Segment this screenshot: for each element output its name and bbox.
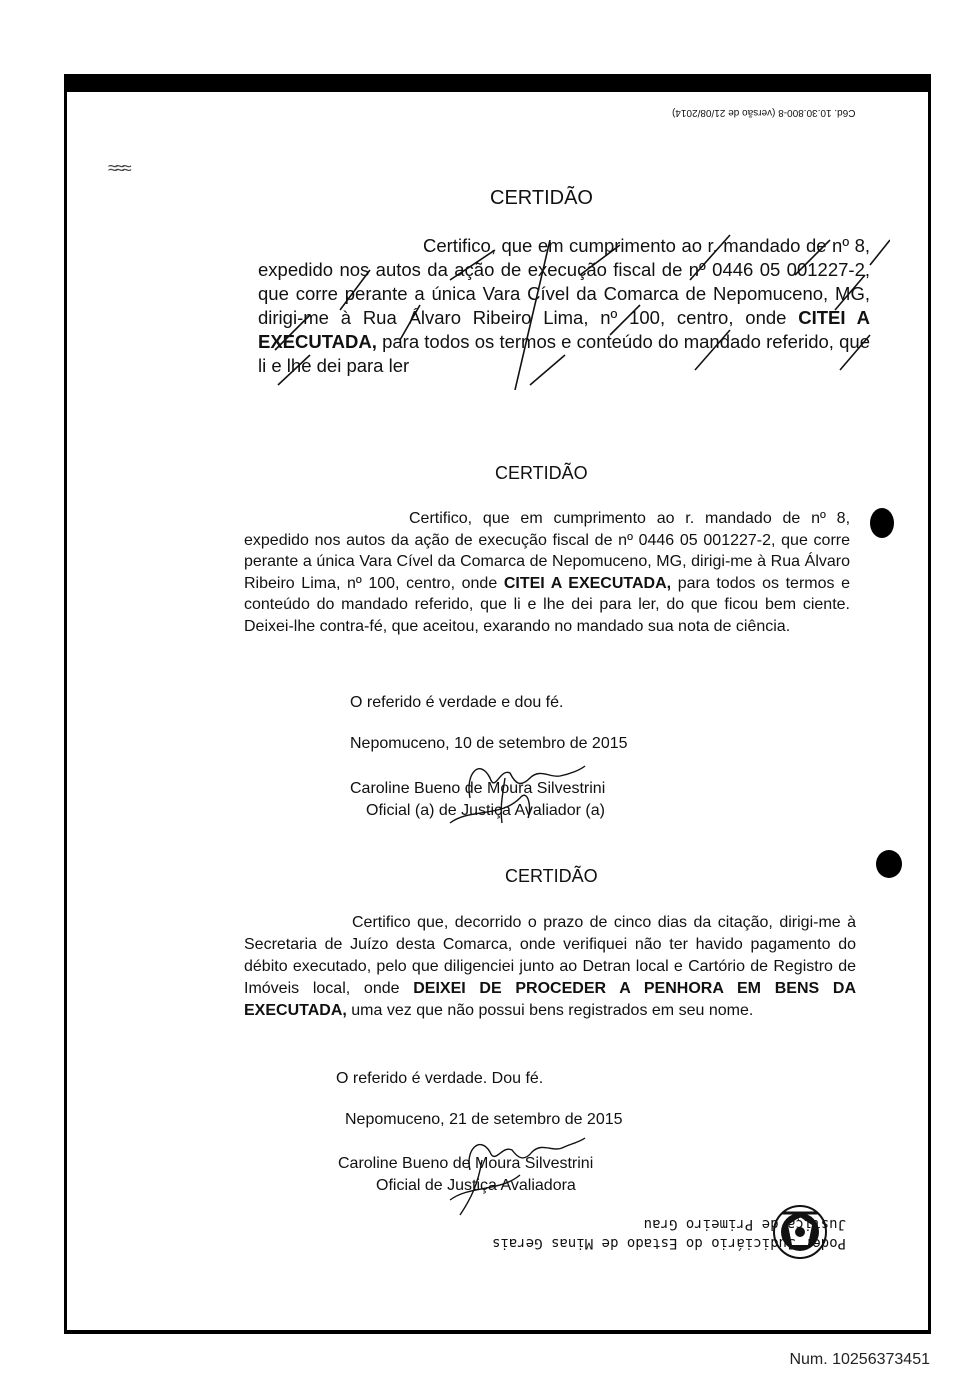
certidao-2-closing: O referido é verdade e dou fé.	[350, 694, 564, 711]
certidao-3-title: CERTIDÃO	[505, 866, 598, 886]
form-code: C6d. 10.30.800-8 (versão de 21/08/2014)	[672, 107, 856, 118]
scan-right-border	[928, 74, 931, 1334]
certidao-3-place-date: Nepomuceno, 21 de setembro de 2015	[345, 1111, 623, 1128]
scan-left-border	[64, 74, 67, 1334]
certidao-2-text	[244, 508, 850, 637]
certidao-2-tail: para todos os termos e conteúdo do mandado referido, que li e lhe dei para ler, do que ficou bem ciente. Deixei-lhe contra-fé, que aceitou, exarando no mandado sua nota de ciência.	[244, 574, 851, 635]
cancellation-strokes	[250, 220, 890, 400]
certidao-3-bold: DEIXEI DE PROCEDER A PENHORA EM BENS DA EXECUTADA,	[244, 980, 857, 1019]
certidao-3-signer: Caroline Bueno de Moura Silvestrini	[338, 1155, 594, 1172]
scan-bottom-border	[66, 1330, 930, 1334]
court-line-2: Justiça de Primeiro Grau	[643, 1216, 847, 1232]
court-header	[492, 1214, 846, 1252]
certidao-3-closing: O referido é verdade. Dou fé.	[336, 1070, 544, 1087]
scan-smudge: ≈≈≈	[108, 158, 129, 178]
certidao-3-role: Oficial de Justiça Avaliadora	[376, 1177, 576, 1194]
certidao-3-body: dirigi-me à Secretaria de Juízo desta Comarca, onde verifiquei não ter havido pagamento do débito executado, pelo que diligenciei junto ao Detran local e Cartório de Registro de Imóveis local, onde	[244, 914, 857, 997]
certidao-2-lead: Certifico, que em cumprimento ao r. mandado de	[409, 510, 801, 527]
certidao-2-role: Oficial (a) de Justiça Avaliador (a)	[366, 802, 605, 819]
certidao-3-text	[244, 912, 856, 1022]
certidao-3-tail: uma vez que não possui bens registrados em seu nome.	[346, 1002, 754, 1019]
certidao-1-body: de nº 8, expedido nos autos da ação de execução fiscal de nº 0446 05 001227-2, que corre perante a única Vara Cível da Comarca de Nepomuceno, MG, dirigi-me à Rua Álvaro Ribeiro Lima, nº 100, centro, onde	[258, 235, 870, 328]
punch-hole	[870, 508, 894, 538]
certidao-2-body: nº 8, expedido nos autos da ação de execução fiscal de nº 0446 05 001227-2, que corre perante a única Vara Cível da Comarca de Nepomuceno, MG, dirigi-me à Rua Álvaro Ribeiro Lima, nº 100, centro, onde	[244, 510, 851, 592]
certidao-3-lead: Certifico que, decorrido o prazo de cinco dias da citação,	[352, 914, 773, 931]
certidao-2-place-date: Nepomuceno, 10 de setembro de 2015	[350, 735, 628, 752]
certidao-1-tail: para todos os termos e conteúdo do mandado referido, que li e lhe dei para ler	[258, 331, 870, 376]
certidao-1-title: CERTIDÃO	[490, 187, 593, 209]
certidao-2-signer: Caroline Bueno de Moura Silvestrini	[350, 780, 606, 797]
punch-hole	[876, 850, 902, 878]
certidao-2-bold: CITEI A EXECUTADA,	[503, 574, 672, 592]
court-line-1: Poder Judiciário do Estado de Minas Gerais	[492, 1235, 847, 1251]
page-number: Num. 10256373451	[789, 1351, 930, 1368]
scan-top-border	[66, 74, 930, 92]
certidao-2-title: CERTIDÃO	[495, 463, 588, 483]
certidao-1-lead: Certifico, que em cumprimento ao r. mandado	[423, 235, 801, 256]
certidao-1-bold: CITEI A EXECUTADA,	[258, 307, 870, 352]
handwritten-signature-1	[410, 748, 600, 838]
handwritten-signature-2	[420, 1130, 600, 1220]
